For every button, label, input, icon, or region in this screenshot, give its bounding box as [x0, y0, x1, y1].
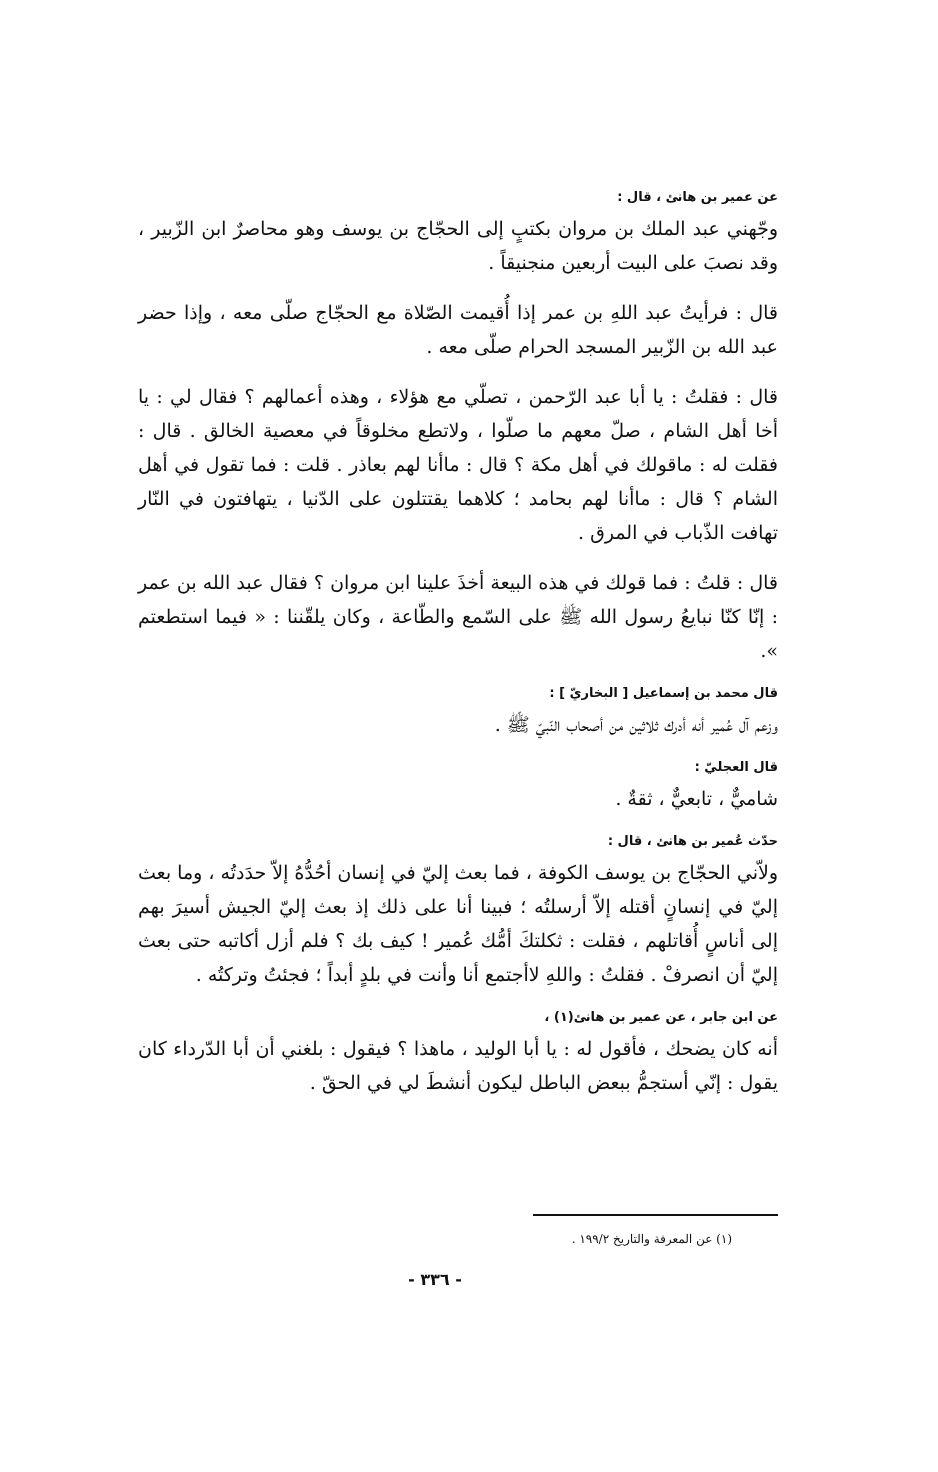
- entry-paragraph: قال : فرأيتُ عبد اللهِ بن عمر إذا أُقيمت الصّلاة مع الحجّاج صلّى معه ، وإذا حضر عبد الله بن الزّبير المسجد الحرام صلّى معه .: [138, 302, 778, 358]
- entry-block: [138, 380, 778, 550]
- page-number: - ٣٣٦ -: [408, 1270, 462, 1289]
- entry-paragraph: أنه كان يضحك ، فأقول له : يا أبا الوليد ، ماهذا ؟ فيقول : بلغني أن أبا الدّرداء كان يقول : إنّي أستجمُّ ببعض الباطل ليكون أنشطَ لي في الحقّ .: [138, 1038, 778, 1094]
- main-text: [138, 188, 778, 1116]
- entry-heading: قال العجليّ :: [694, 760, 778, 775]
- entry-block: [138, 188, 778, 280]
- entry-paragraph: قال : فقلتُ : يا أبا عبد الرّحمن ، تصلّي مع هؤلاء ، وهذه أعمالهم ؟ فقال لي : يا أخا أهل الشام ، صلّ معهم ما صلّوا ، ولاتطع مخلوقاً في معصية الخالق . قال : فقلت له : ماقولك في أهل مكة ؟ قال : ماأنا لهم بعاذر . قلت : فما تقول في أهل الشام ؟ قال : ماأنا لهم بحامد ؛ كلاهما يقتتلون على الدّنيا ، يتهافتون في النّار تهافت الذّباب في المرق .: [138, 386, 778, 544]
- entry-block: [138, 1008, 778, 1100]
- entry-block: [138, 758, 778, 816]
- entry-paragraph: وجّهني عبد الملك بن مروان بكتبٍ إلى الحجّاج بن يوسف وهو محاصرٌ ابن الزّبير ، وقد نصبَ على البيت أربعين منجنيقاً .: [138, 218, 778, 274]
- footnote-divider: [533, 1214, 778, 1216]
- footnote: (١) عن المعرفة والتاريخ ١٩٩/٢ .: [571, 1232, 732, 1246]
- entry-paragraph: ولاّني الحجّاج بن يوسف الكوفة ، فما بعث إليّ في إنسان أحُدُّهُ إلاّ حدَدتُه ، وما بعث إليّ في إنسانٍ أقتله إلاّ أرسلتُه ؛ فبينا أنا على ذلك إذ بعث إليّ الجيش أسيرَ بهم إلى أناسٍ أُقاتلهم ، فقلت : ثكلتكَ أمُّك عُمير ! كيف بك ؟ فلم أزل أكاتبه حتى بعث إليّ أن انصرفْ . فقلتُ : واللهِ لاأجتمع أنا وأنت في بلدٍ أبداً ؛ فجئتُ وتركتُه .: [138, 862, 778, 986]
- entry-block: [138, 832, 778, 992]
- entry-paragraph: وزعم آل عُمير أنه أدرك ثلاثين من أصحاب النّبيّ ﷺ .: [494, 714, 778, 736]
- entry-block: [138, 684, 778, 742]
- entry-heading: عن ابن جابر ، عن عمير بن هانئ(١) ،: [544, 1010, 778, 1025]
- entry-paragraph: قال : قلتُ : فما قولك في هذه البيعة أخذَ علينا ابن مروان ؟ فقال عبد الله بن عمر : إنّا كنّا نبايعُ رسول الله ﷺ على السّمع والطّاعة ، وكان يلقّننا : « فيما استطعتم ».: [138, 572, 778, 662]
- entry-block: [138, 296, 778, 364]
- entry-heading: عن عمير بن هانئ ، قال :: [617, 190, 778, 205]
- entry-paragraph: شاميٌّ ، تابعيٌّ ، ثقةٌ .: [615, 788, 778, 810]
- entry-heading: حدّث عُمير بن هانئ ، قال :: [607, 834, 778, 849]
- entry-heading: قال محمد بن إسماعيل [ البخاريّ ] :: [549, 686, 778, 701]
- entry-block: [138, 566, 778, 668]
